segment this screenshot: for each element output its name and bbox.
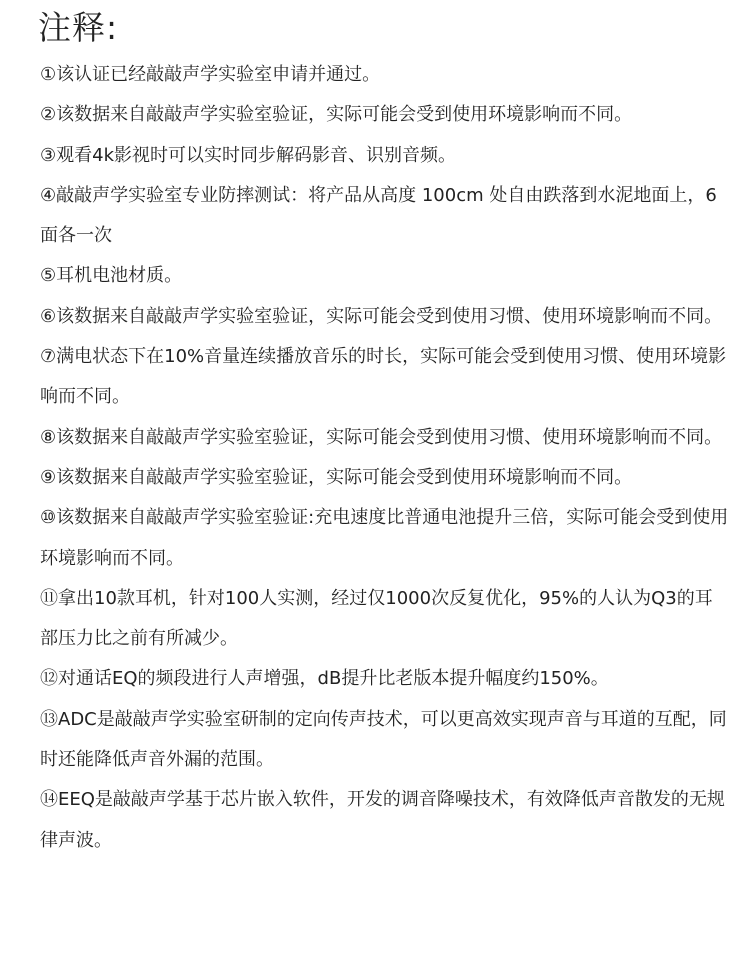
note-item-6: ⑥该数据来自敲敲声学实验室验证，实际可能会受到使用习惯、使用环境影响而不同。 <box>40 305 723 327</box>
note-item-9: ⑨该数据来自敲敲声学实验室验证，实际可能会受到使用环境影响而不同。 <box>40 466 633 488</box>
note-item-4: ④敲敲声学实验室专业防摔测试：将产品从高度 100cm 处自由跌落到水泥地面上，6面各一次 <box>40 184 717 247</box>
note-item-12: ⑫对通话EQ的频段进行人声增强，dB提升比老版本提升幅度约150%。 <box>40 668 609 690</box>
note-item-7: ⑦满电状态下在10%音量连续播放音乐的时长，实际可能会受到使用习惯、使用环境影响而不同。 <box>40 346 727 408</box>
note-item-3: ③观看4k影视时可以实时同步解码影音、识别音频。 <box>40 144 457 166</box>
note-item-1: ①该认证已经敲敲声学实验室申请并通过。 <box>40 64 381 85</box>
note-item-10: ⑩该数据来自敲敲声学实验室验证:充电速度比普通电池提升三倍，实际可能会受到使用环境影响而不同。 <box>40 507 729 569</box>
notes-list <box>40 55 730 861</box>
page-title: 注释: <box>38 8 119 47</box>
note-item-13: ⑬ADC是敲敲声学实验室研制的定向传声技术，可以更高效实现声音与耳道的互配，同时还能降低声音外漏的范围。 <box>40 708 727 771</box>
note-item-2: ②该数据来自敲敲声学实验室验证，实际可能会受到使用环境影响而不同。 <box>40 104 633 126</box>
note-item-8: ⑧该数据来自敲敲声学实验室验证，实际可能会受到使用习惯、使用环境影响而不同。 <box>40 426 723 448</box>
note-item-5: ⑤耳机电池材质。 <box>40 265 183 287</box>
note-item-11: ⑪拿出10款耳机，针对100人实测，经过仅1000次反复优化，95%的人认为Q3的耳部压力比之前有所减少。 <box>40 587 713 650</box>
note-item-14: ⑭EEQ是敲敲声学基于芯片嵌入软件，开发的调音降噪技术，有效降低声音散发的无规律声波。 <box>40 789 725 851</box>
